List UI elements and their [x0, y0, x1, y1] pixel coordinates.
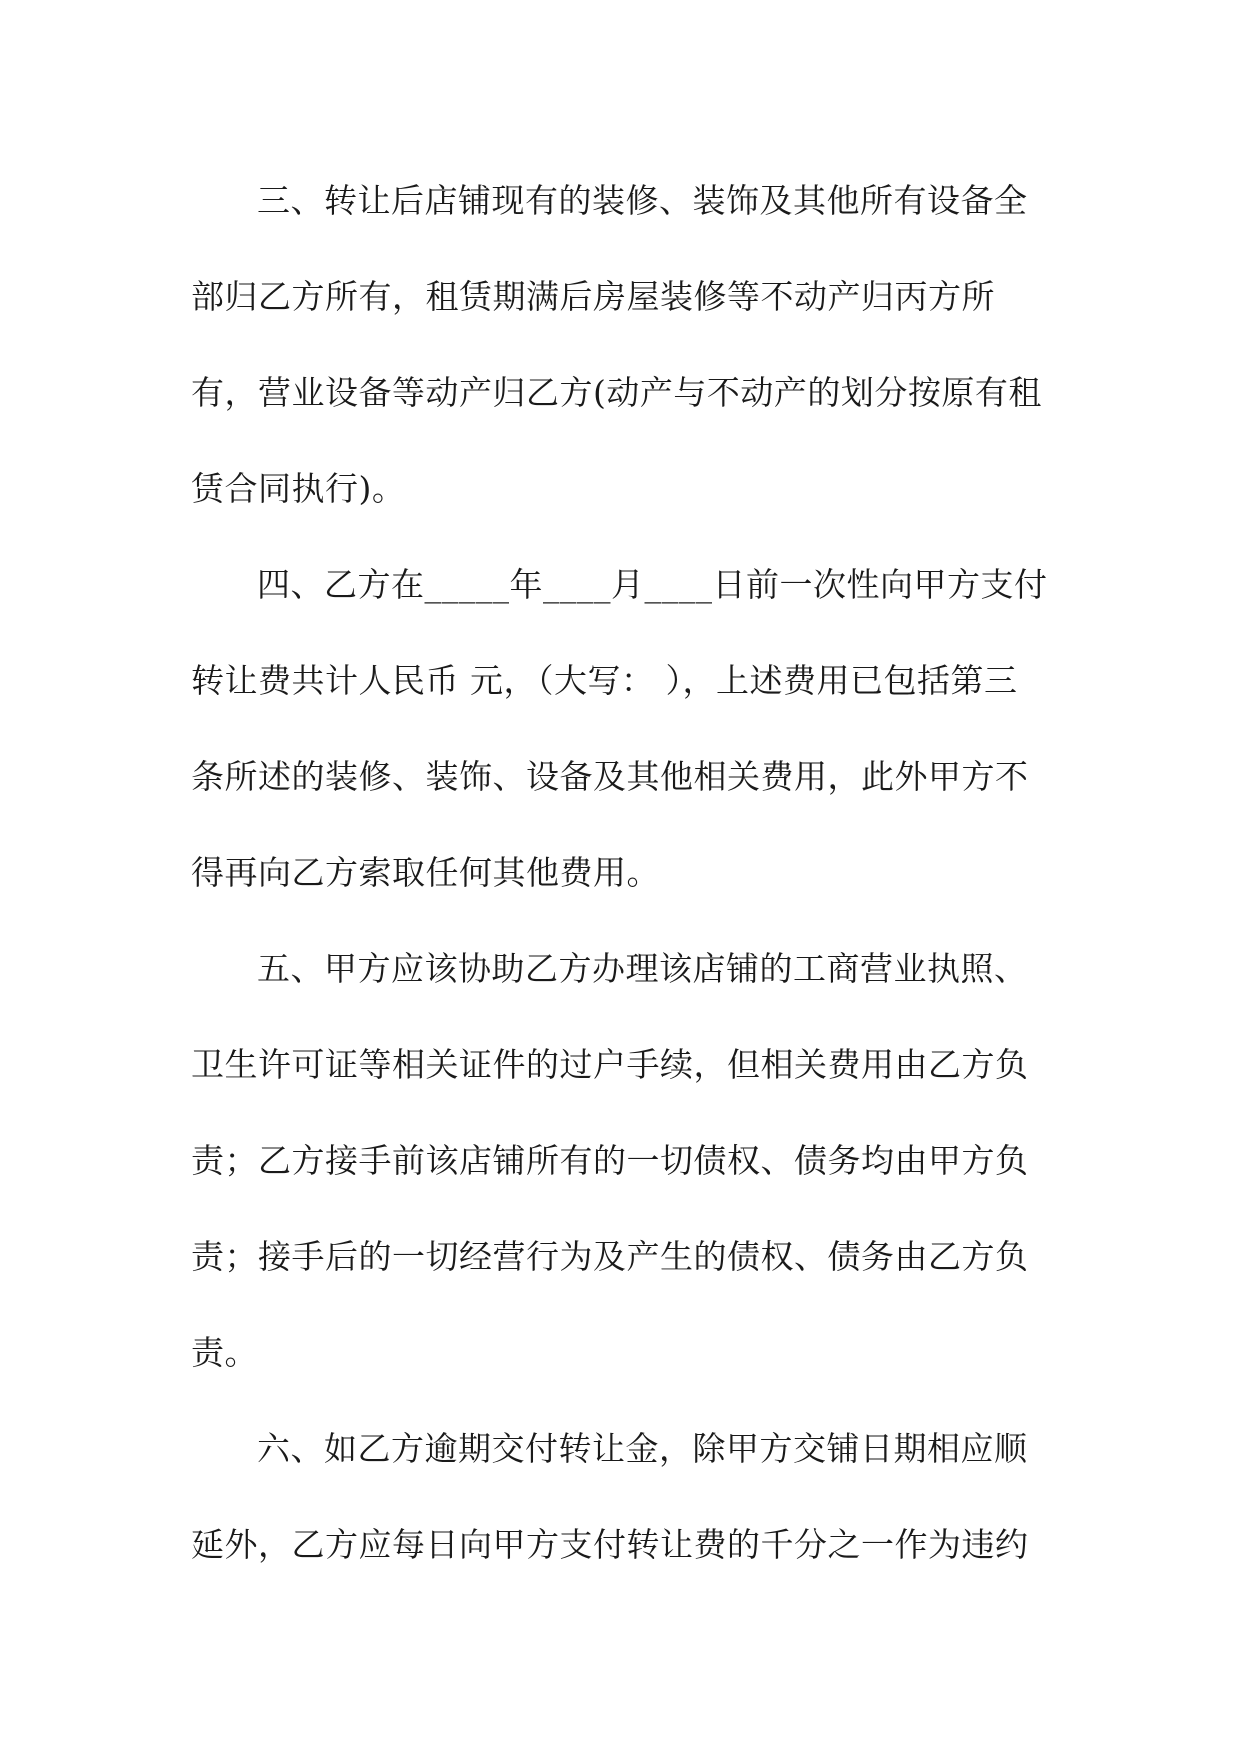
paragraph-5-line-2: 卫生许可证等相关证件的过户手续，但相关费用由乙方负 — [191, 1045, 1029, 1084]
paragraph-3-line-4: 赁合同执行)。 — [191, 469, 406, 508]
paragraph-4-line-4: 得再向乙方索取任何其他费用。 — [191, 853, 660, 892]
paragraph-3-line-2: 部归乙方所有，租赁期满后房屋装修等不动产归丙方所 — [191, 277, 995, 316]
paragraph-6-line-1: 六、如乙方逾期交付转让金，除甲方交铺日期相应顺 — [257, 1429, 1028, 1468]
paragraph-4-line-3: 条所述的装修、装饰、设备及其他相关费用，此外甲方不 — [191, 757, 1029, 796]
paragraph-4-line-1: 四、乙方在_____年____月____日前一次性向甲方支付 — [257, 565, 1048, 604]
paragraph-5-line-3: 责；乙方接手前该店铺所有的一切债权、债务均由甲方负 — [191, 1141, 1029, 1180]
paragraph-5-line-5: 责。 — [191, 1333, 258, 1372]
paragraph-5-line-4: 责；接手后的一切经营行为及产生的债权、债务由乙方负 — [191, 1237, 1029, 1276]
paragraph-6-line-2: 延外，乙方应每日向甲方支付转让费的千分之一作为违约 — [191, 1525, 1029, 1564]
paragraph-5-line-1: 五、甲方应该协助乙方办理该店铺的工商营业执照、 — [257, 949, 1028, 988]
paragraph-3-line-1: 三、转让后店铺现有的装修、装饰及其他所有设备全 — [257, 181, 1028, 220]
paragraph-4-line-2: 转让费共计人民币 元，（大写： ），上述费用已包括第三 — [191, 661, 1018, 700]
paragraph-3-line-3: 有，营业设备等动产归乙方(动产与不动产的划分按原有租 — [191, 373, 1042, 412]
